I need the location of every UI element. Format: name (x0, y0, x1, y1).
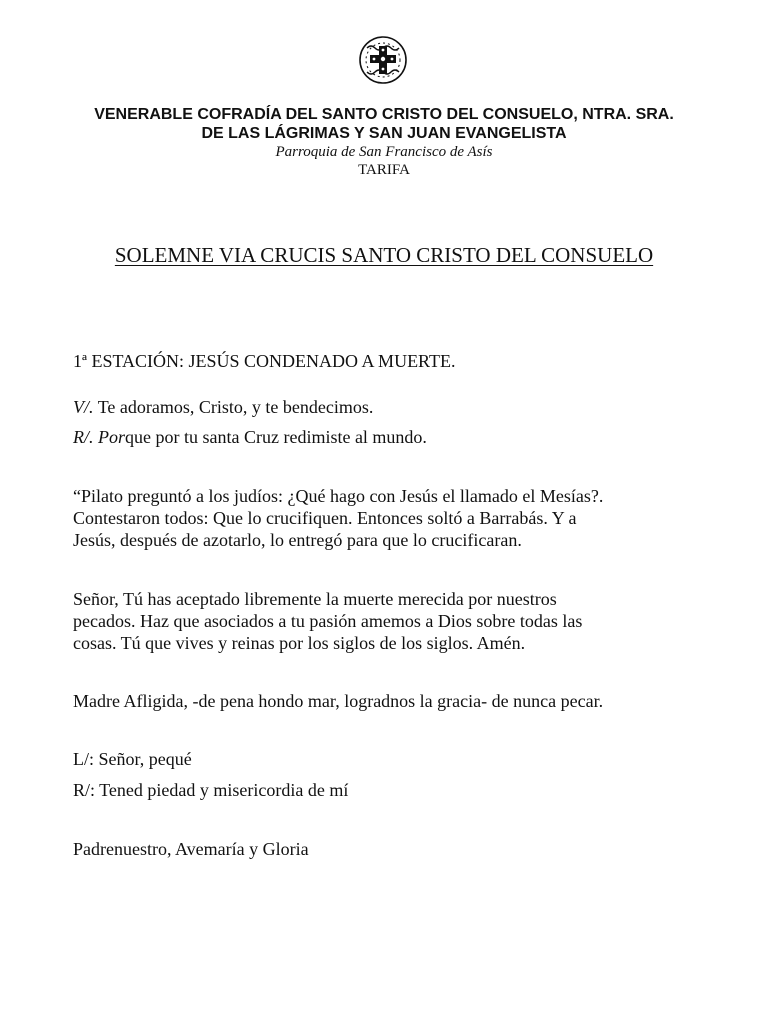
document-title: SOLEMNE VIA CRUCIS SANTO CRISTO DEL CONSUELO (114, 243, 654, 267)
gospel-line: Jesús, después de azotarlo, lo entregó para que lo crucificaran. (73, 530, 522, 550)
prayer-line: pecados. Haz que asociados a tu pasión amemos a Dios sobre todas las (73, 611, 583, 631)
brotherhood-header (40, 105, 728, 179)
gospel-paragraph (73, 485, 713, 551)
station-name: JESÚS CONDENADO A MUERTE. (188, 351, 456, 371)
versicle-text: Te adoramos, Cristo, y te bendecimos. (97, 397, 374, 417)
cross-emblem-icon (357, 34, 409, 86)
town-name: TARIFA (358, 162, 410, 178)
closing-prayers: Padrenuestro, Avemaría y Gloria (73, 839, 309, 859)
station-label: 1ª ESTACIÓN: (73, 351, 185, 371)
brotherhood-name-line1: VENERABLE COFRADÍA DEL SANTO CRISTO DEL CONSUELO, NTRA. SRA. (94, 106, 674, 123)
parish-name: Parroquia de San Francisco de Asís (275, 144, 493, 160)
litany-response-line: R/: Tened piedad y misericordia de mí (73, 780, 349, 800)
madre-afligida-verse: Madre Afligida, -de pena hondo mar, logradnos la gracia- de nunca pecar. (73, 691, 604, 711)
brotherhood-name-line2: DE LAS LÁGRIMAS Y SAN JUAN EVANGELISTA (201, 125, 567, 142)
prayer-line: cosas. Tú que vives y reinas por los siglos de los siglos. Amén. (73, 633, 526, 653)
station-heading (73, 350, 713, 372)
response-marker: R/. (73, 427, 94, 447)
prayer-paragraph (73, 588, 713, 654)
versicle-line (73, 396, 713, 418)
litany-leader-line: L/: Señor, pequé (73, 749, 192, 769)
response-italic-fragment: Por (98, 427, 125, 447)
response-line (73, 426, 713, 448)
prayer-line: Señor, Tú has aceptado libremente la muerte merecida por nuestros (73, 589, 557, 609)
response-text: que por tu santa Cruz redimiste al mundo. (125, 427, 427, 447)
versicle-marker: V/. (73, 397, 94, 417)
gospel-line: “Pilato preguntó a los judíos: ¿Qué hago con Jesús el llamado el Mesías?. (73, 486, 604, 506)
gospel-line: Contestaron todos: Que lo crucifiquen. Entonces soltó a Barrabás. Y a (73, 508, 577, 528)
